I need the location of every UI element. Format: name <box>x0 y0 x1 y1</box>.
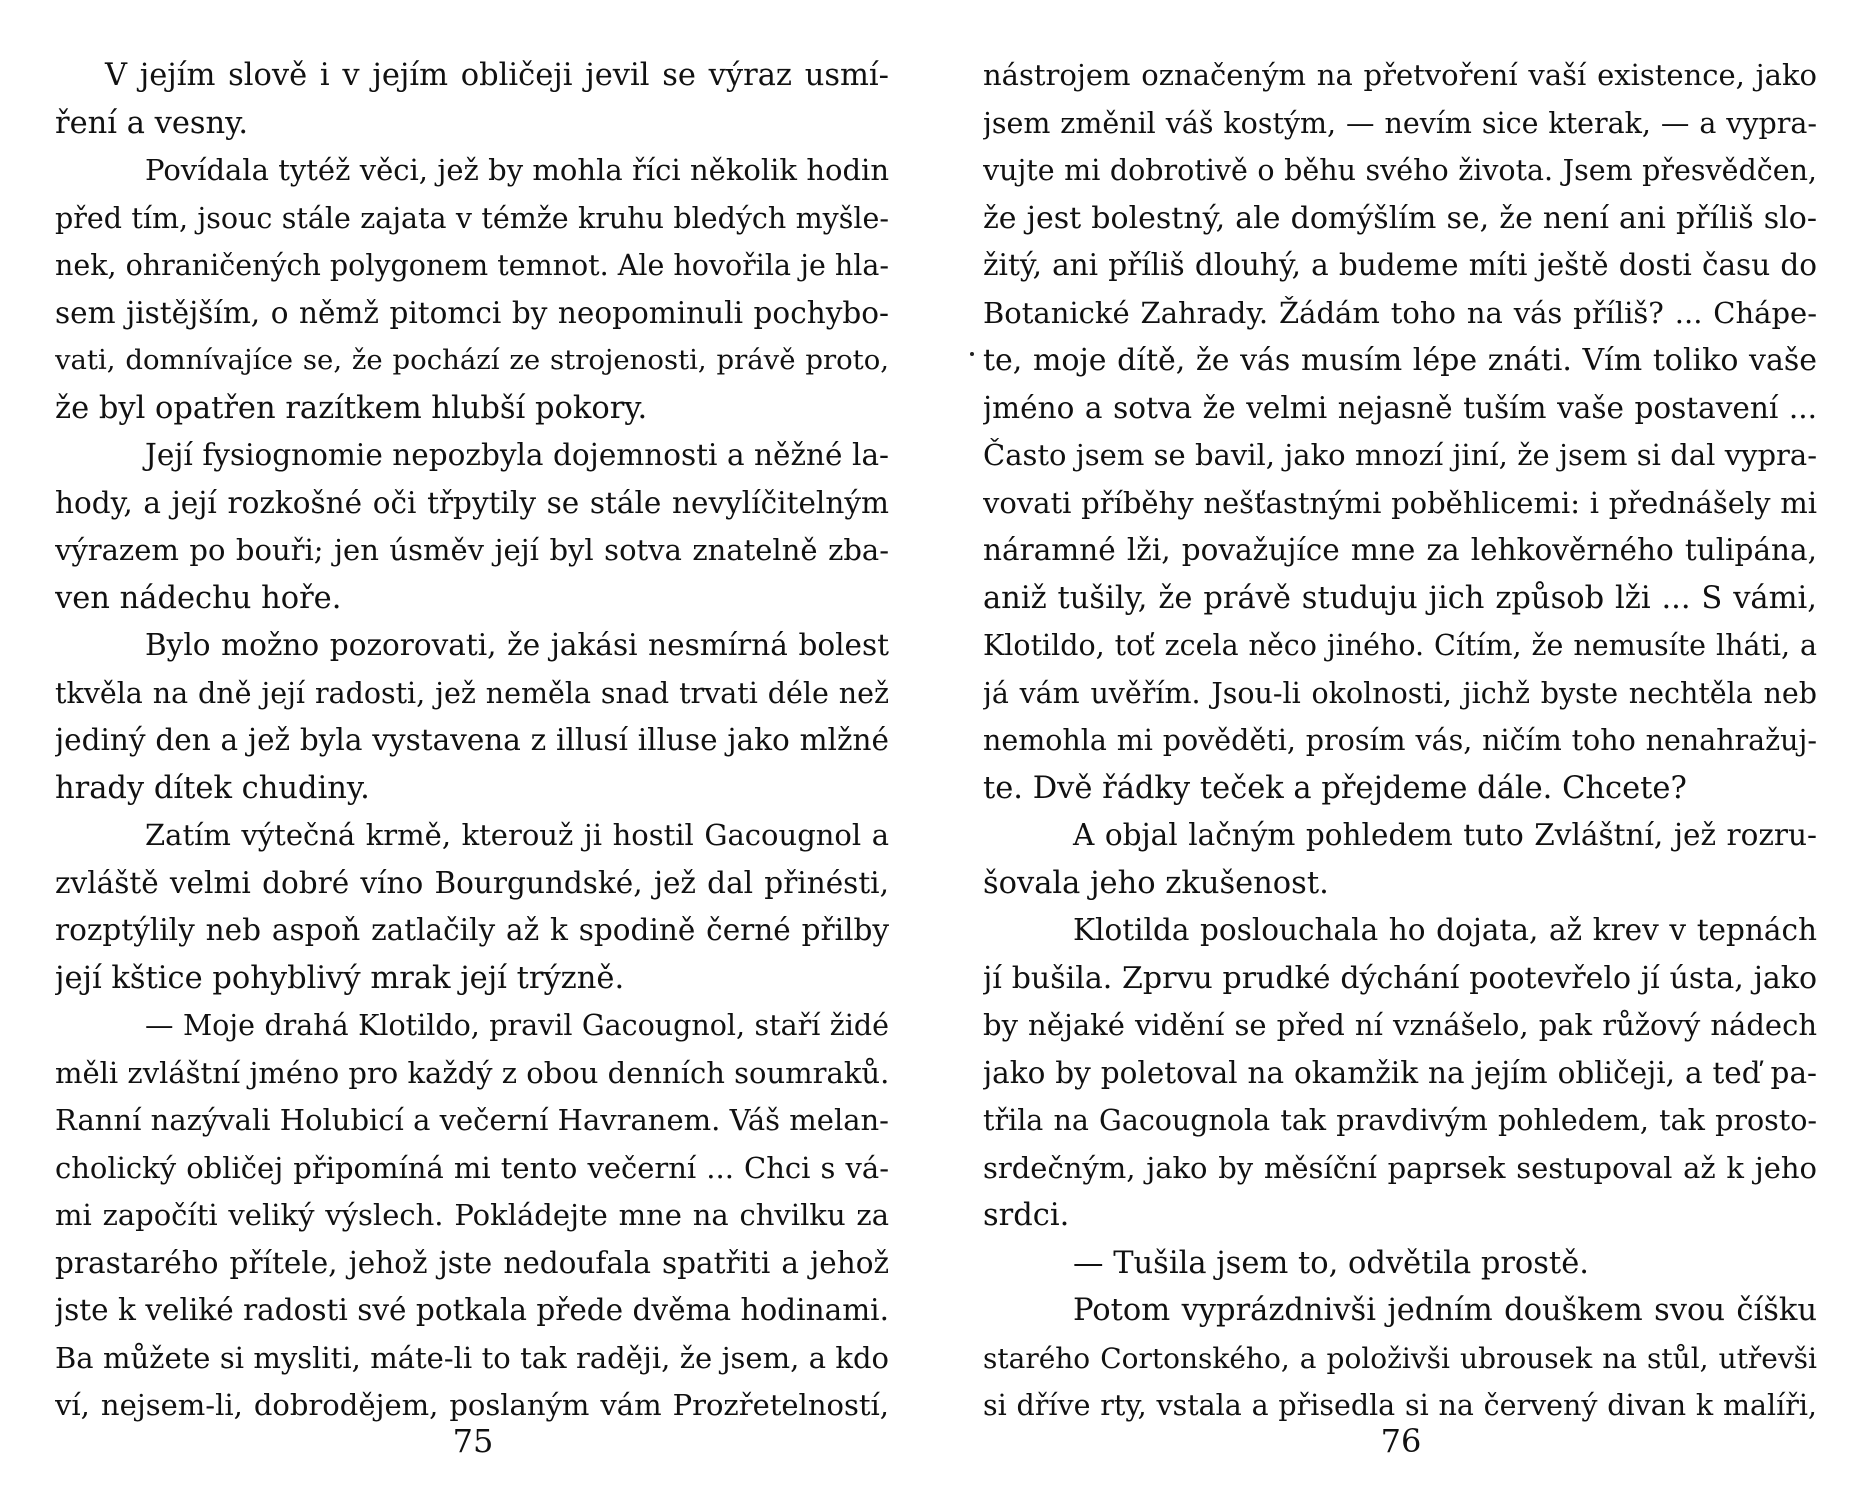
text-line: Potom vyprázdnivši jedním douškem svou číšku <box>1073 1293 1817 1328</box>
text-line: jako by poletoval na okamžik na jejím obličeji, a teď pa- <box>983 1055 1817 1090</box>
text-line: — Moje drahá Klotildo, pravil Gacougnol, staří židé <box>145 1009 889 1042</box>
text-line: vovati příběhy nešťastnými poběhlicemi: i přednášely mi <box>983 485 1817 520</box>
text-line: šovala jeho zkušenost. <box>983 865 1329 901</box>
text-line: výrazem po bouři; jen úsměv její byl sotva znatelně zba- <box>55 533 889 567</box>
text-line: V jejím slově i v jejím obličeji jevil se výraz usmí- <box>105 58 889 93</box>
text-line: Často jsem se bavil, jako mnozí jiní, že jsem si dal vypra- <box>983 438 1817 472</box>
left-page <box>55 52 889 1430</box>
text-line: A objal lačným pohledem tuto Zvláštní, jež rozru- <box>1073 818 1817 852</box>
text-line: starého Cortonského, a položivši ubrousek na stůl, utřevši <box>983 1341 1817 1375</box>
text-line: rozptýlily neb aspoň zatlačily až k spodině černé přilby <box>55 913 889 947</box>
text-line: ví, nejsem-li, dobrodějem, poslaným vám Prozřetelností, <box>55 1388 889 1422</box>
page-number-left: 75 <box>452 1422 494 1460</box>
text-line: vujte mi dobrotivě o běhu svého života. Jsem přesvědčen, <box>983 154 1817 187</box>
text-line: sem jistějším, o němž pitomci by neopominuli pochybo- <box>55 295 889 330</box>
text-line: Její fysiognomie nepozbyla dojemnosti a něžné la- <box>145 438 889 472</box>
text-line: náramné lži, považujíce mne za lehkověrného tulipána, <box>983 533 1817 567</box>
text-line: ven nádechu hoře. <box>55 580 342 616</box>
text-line: cholický obličej připomíná mi tento večerní ... Chci s vá- <box>55 1150 889 1185</box>
text-line: Klotilda poslouchala ho dojata, až krev v tepnách <box>1073 913 1817 947</box>
text-line: tkvěla na dně její radosti, jež neměla snad trvati déle než <box>55 676 889 710</box>
text-line: hody, a její rozkošné oči třpytily se stále nevylíčitelným <box>55 485 889 520</box>
text-line: aniž tušily, že právě studuju jich způsob lži ... S vámi, <box>983 580 1817 616</box>
text-line: třila na Gacougnola tak pravdivým pohledem, tak prosto- <box>983 1104 1817 1137</box>
right-page <box>983 52 1817 1430</box>
margin-mark <box>970 352 974 356</box>
text-line: nemohla mi pověděti, prosím vás, ničím toho nenahražuj- <box>983 724 1817 757</box>
text-line: te, moje dítě, že vás musím lépe znáti. Vím toliko vaše <box>983 343 1817 378</box>
text-line: prastarého přítele, jehož jste nedoufala spatřiti a jehož <box>55 1245 889 1280</box>
text-line: vati, domnívajíce se, že pochází ze strojenosti, právě proto, <box>55 344 889 376</box>
text-line: Bylo možno pozorovati, že jakási nesmírná bolest <box>145 628 889 662</box>
text-line: Klotildo, toť zcela něco jiného. Cítím, že nemusíte lháti, a <box>983 629 1817 662</box>
text-line: měli zvláštní jméno pro každý z obou denních soumraků. <box>55 1055 889 1090</box>
text-line: že jest bolestný, ale domýšlím se, že není ani příliš slo- <box>983 200 1817 236</box>
text-line: jste k veliké radosti své potkala přede dvěma hodinami. <box>55 1293 889 1327</box>
text-line: te. Dvě řádky teček a přejdeme dále. Chcete? <box>983 770 1687 806</box>
text-line: si dříve rty, vstala a přisedla si na červený divan k malíři, <box>983 1389 1817 1422</box>
text-line: srdci. <box>983 1198 1070 1233</box>
text-line: srdečným, jako by měsíční paprsek sestupoval až k jeho <box>983 1150 1817 1185</box>
text-line: by nějaké vidění se před ní vznášelo, pak růžový nádech <box>983 1008 1817 1042</box>
text-line: jediný den a jež byla vystavena z illusí illuse jako mlžné <box>55 723 889 757</box>
text-line: že byl opatřen razítkem hlubší pokory. <box>55 390 648 426</box>
text-line: Ranní nazývali Holubicí a večerní Havranem. Váš melan- <box>55 1103 889 1137</box>
text-line: Ba můžete si mysliti, máte-li to tak raději, že jsem, a kdo <box>55 1340 889 1375</box>
text-line: nek, ohraničených polygonem temnot. Ale hovořila je hla- <box>55 249 889 282</box>
text-line: před tím, jsouc stále zajata v témže kruhu bledých myšle- <box>55 201 889 235</box>
text-line: jméno a sotva že velmi nejasně tuším vaše postavení ... <box>983 390 1817 425</box>
text-line: žitý, ani příliš dlouhý, a budeme míti ještě dosti času do <box>983 248 1817 282</box>
text-line: já vám uvěřím. Jsou-li okolnosti, jichž byste nechtěla neb <box>983 676 1817 710</box>
text-line: jsem změnil váš kostým, — nevím sice kterak, — a vypra- <box>983 106 1817 140</box>
text-line: její kštice pohyblivý mrak její trýzně. <box>55 960 625 996</box>
text-line: Zatím výtečná krmě, kterouž ji hostil Gacougnol a <box>145 818 889 852</box>
text-line: ření a vesny. <box>55 105 249 141</box>
text-line: Botanické Zahrady. Žádám toho na vás příliš? ... Chápe- <box>983 295 1817 330</box>
text-line: hrady dítek chudiny. <box>55 770 370 806</box>
text-line: Povídala tytéž věci, jež by mohla říci několik hodin <box>145 153 889 187</box>
text-line: zvláště velmi dobré víno Bourgundské, jež dal přinésti, <box>55 865 889 900</box>
text-line: nástrojem označeným na přetvoření vaší existence, jako <box>983 58 1817 92</box>
text-line: — Tušila jsem to, odvětila prostě. <box>1073 1245 1589 1281</box>
text-line: jí bušila. Zprvu prudké dýchání pootevřelo jí ústa, jako <box>983 960 1817 996</box>
text-line: mi započíti veliký výslech. Pokládejte mne na chvilku za <box>55 1198 889 1232</box>
page-number-right: 76 <box>1380 1422 1422 1460</box>
